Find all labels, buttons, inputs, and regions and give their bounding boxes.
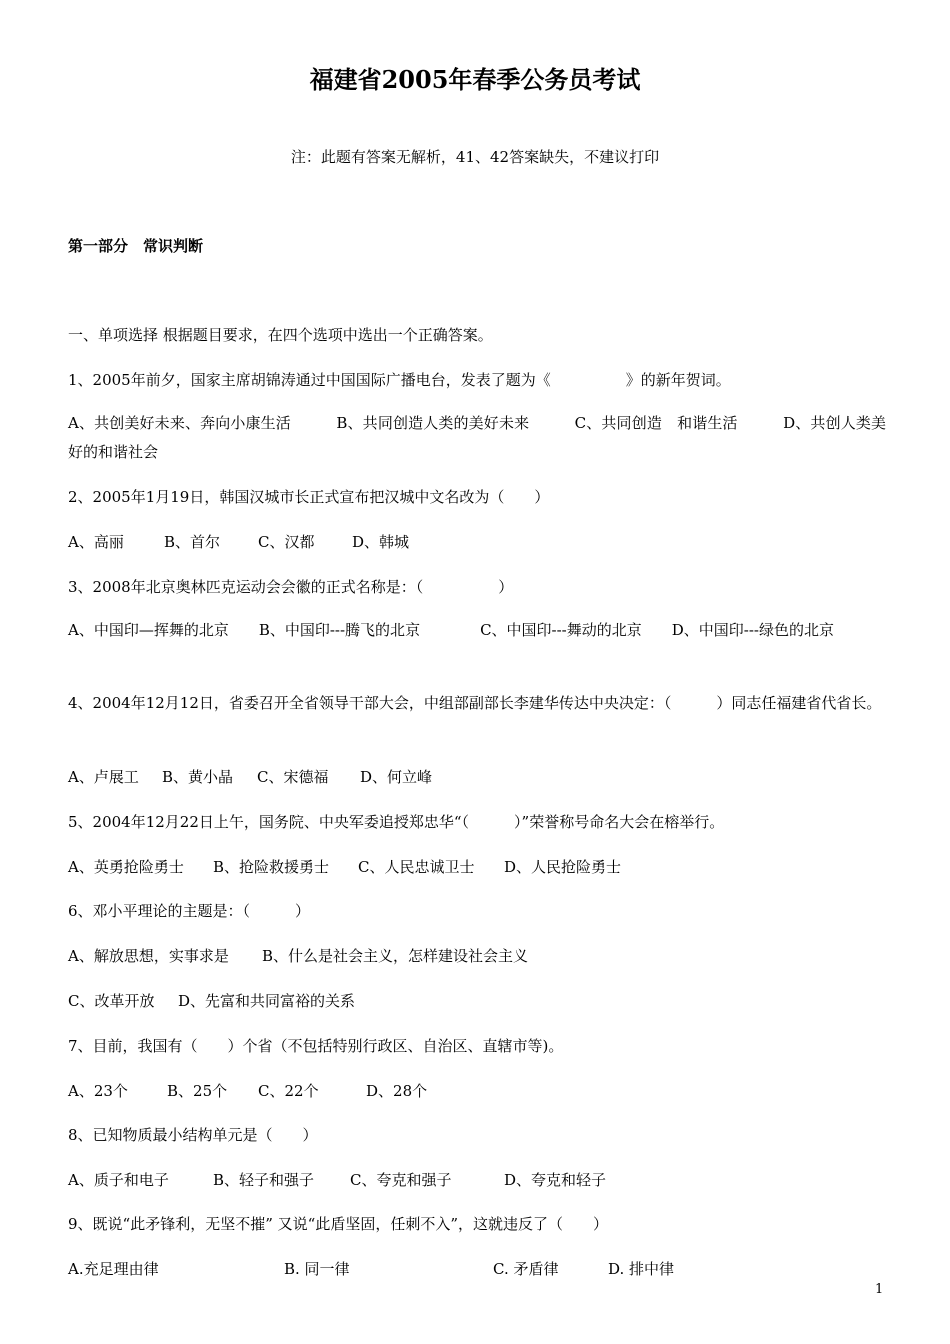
question-6-option-a: A、解放思想，实事求是 [68, 947, 229, 965]
question-2-option-d: D、韩城 [352, 533, 410, 551]
question-9-option-c: C. 矛盾律 [493, 1260, 559, 1278]
document-title: 福建省2005年春季公务员考试 [309, 65, 641, 94]
question-4-option-b: B、黄小晶 [162, 768, 234, 786]
question-2-option-b: B、首尔 [164, 533, 221, 551]
instruction-text: 一、单项选择 根据题目要求，在四个选项中选出一个正确答案。 [68, 326, 493, 344]
question-7-option-b: B、25个 [167, 1082, 228, 1100]
question-7-option-c: C、22个 [258, 1082, 319, 1100]
question-5-option-d: D、人民抢险勇士 [504, 858, 622, 876]
question-1-options: A、共创美好未来、奔向小康生活 B、共同创造人类的美好未来 C、共同创造 和谐生活 D、共创人类美好的和谐社会 [68, 414, 886, 461]
question-4-option-c: C、宋德福 [257, 768, 329, 786]
question-9-option-b: B. 同一律 [284, 1260, 350, 1278]
question-8-option-b: B、轻子和强子 [213, 1171, 315, 1189]
question-6-option-c: C、改革开放 [68, 992, 155, 1010]
document-note: 注：此题有答案无解析，41、42答案缺失，不建议打印 [290, 148, 660, 166]
section-heading: 第一部分 常识判断 [68, 237, 204, 255]
question-5-option-b: B、抢险救援勇士 [213, 858, 330, 876]
question-2-stem: 2、2005年1月19日，韩国汉城市长正式宣布把汉城中文名改为（ ） [68, 488, 550, 506]
question-8-option-a: A、质子和电子 [68, 1171, 169, 1189]
question-7-option-d: D、28个 [366, 1082, 428, 1100]
question-9-option-d: D. 排中律 [608, 1260, 675, 1278]
question-8-option-d: D、夸克和轻子 [504, 1171, 607, 1189]
question-8-option-c: C、夸克和强子 [350, 1171, 452, 1189]
question-7-stem: 7、目前，我国有（ ）个省（不包括特别行政区、自治区、直辖市等)。 [68, 1037, 564, 1055]
question-8-stem: 8、已知物质最小结构单元是（ ） [68, 1126, 318, 1144]
question-3-options: A、中国印—挥舞的北京 B、中国印---腾飞的北京 C、中国印---舞动的北京 D、中国印---绿色的北京 [68, 621, 834, 639]
question-4-stem: 4、2004年12月12日，省委召开全省领导干部大会，中组部副部长李建华传达中央决定：（ ）同志任福建省代省长。 [68, 694, 882, 712]
question-6-option-d: D、先富和共同富裕的关系 [178, 992, 356, 1010]
question-3-stem: 3、2008年北京奥林匹克运动会会徽的正式名称是：（ ） [68, 578, 514, 596]
question-1-stem: 1、2005年前夕，国家主席胡锦涛通过中国国际广播电台，发表了题为《 》的新年贺词。 [68, 371, 731, 389]
question-7-option-a: A、23个 [68, 1082, 128, 1100]
page-number: 1 [875, 1282, 884, 1297]
question-4-option-a: A、卢展工 [68, 768, 139, 786]
question-5-option-a: A、英勇抢险勇士 [68, 858, 184, 876]
question-5-option-c: C、人民忠诚卫士 [358, 858, 475, 876]
question-6-stem: 6、邓小平理论的主题是：（ ） [68, 902, 311, 920]
question-6-option-b: B、什么是社会主义，怎样建设社会主义 [262, 947, 529, 965]
question-2-option-a: A、高丽 [68, 533, 124, 551]
question-4-option-d: D、何立峰 [360, 768, 433, 786]
question-9-option-a: A.充足理由律 [68, 1260, 159, 1278]
question-2-option-c: C、汉都 [258, 533, 315, 551]
question-9-stem: 9、既说“此矛锋利，无坚不摧” 又说“此盾坚固，任刺不入”，这就违反了（ ） [68, 1215, 608, 1233]
question-5-stem: 5、2004年12月22日上午，国务院、中央军委追授郑忠华“（ ）”荣誉称号命名大会在榕举行。 [68, 813, 725, 831]
